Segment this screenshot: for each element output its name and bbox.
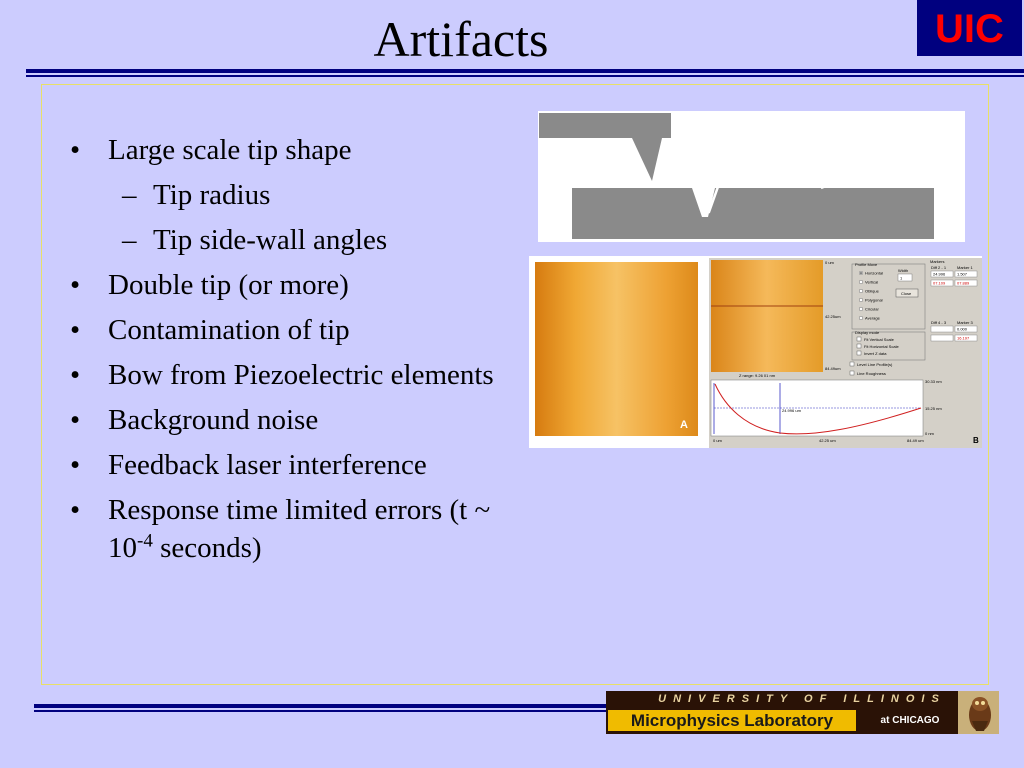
lab-name: Microphysics Laboratory [608, 710, 856, 731]
svg-text:Fit Vertical Scale: Fit Vertical Scale [864, 337, 894, 342]
svg-text:0 nm: 0 nm [925, 431, 934, 436]
panel-b-label: B [973, 436, 979, 445]
sub-bullet-item: – Tip side-wall angles [70, 221, 520, 259]
svg-text:1: 1 [900, 275, 903, 281]
svg-text:Diff 2 - 1: Diff 2 - 1 [931, 265, 947, 270]
exponent: -4 [137, 530, 153, 552]
svg-text:Level Line Profile(s): Level Line Profile(s) [857, 362, 893, 367]
svg-text:Fit Horizontal Scale: Fit Horizontal Scale [864, 344, 899, 349]
svg-text:0.000: 0.000 [957, 326, 968, 332]
svg-text:Z range: 9.26 01 nm: Z range: 9.26 01 nm [739, 373, 776, 378]
svg-text:Marker 3: Marker 3 [957, 320, 973, 325]
svg-text:Invert Z data: Invert Z data [864, 351, 887, 356]
bullet-item: • Feedback laser interference [70, 446, 520, 484]
title-divider-thick [26, 69, 1024, 73]
svg-text:24.996 um: 24.996 um [782, 408, 801, 413]
svg-text:Line Roughness: Line Roughness [857, 371, 886, 376]
probe-tip [632, 138, 662, 181]
svg-text:16.197: 16.197 [957, 335, 970, 341]
svg-text:Display mode: Display mode [855, 330, 880, 335]
sample-surface [572, 188, 934, 239]
bullet-item: • Background noise [70, 401, 520, 439]
svg-text:Close: Close [901, 291, 912, 296]
afm-height-image-a [535, 262, 698, 436]
svg-text:Markers: Markers [930, 259, 945, 264]
svg-text:07.889: 07.889 [957, 280, 970, 286]
svg-text:Horizontal: Horizontal [865, 270, 884, 276]
tip-schematic-figure [538, 111, 965, 242]
owl-icon [958, 691, 999, 734]
uic-logo: UIC [917, 0, 1022, 56]
svg-text:Oblique: Oblique [865, 288, 879, 294]
svg-text:0 um: 0 um [713, 438, 722, 443]
title-divider-thin [26, 75, 1024, 77]
sub-bullet-item: – Tip radius [70, 176, 520, 214]
svg-text:30.33 nm: 30.33 nm [925, 379, 942, 384]
university-name: UNIVERSITY OF ILLINOIS [658, 693, 946, 705]
footer-divider-thin [34, 710, 608, 712]
svg-text:Width: Width [898, 268, 909, 273]
afm-height-image-b [711, 260, 823, 372]
panel-a-label: A [680, 419, 688, 431]
cantilever [539, 113, 671, 138]
slide-title: Artifacts [373, 11, 549, 67]
svg-text:0 um: 0 um [825, 260, 834, 265]
svg-text:15.25 nm: 15.25 nm [925, 406, 942, 411]
footer-divider-thick [34, 704, 608, 708]
bullet-list [70, 124, 520, 567]
afm-software-figure [529, 256, 982, 448]
lab-city: at CHICAGO [880, 715, 940, 726]
svg-text:Circular: Circular [865, 306, 879, 312]
bullet-item: • Contamination of tip [70, 311, 520, 349]
svg-text:Vertical: Vertical [865, 279, 879, 285]
svg-text:84.49um: 84.49um [825, 366, 841, 371]
scan-arrow-icon [821, 174, 839, 188]
svg-text:Diff 4 - 3: Diff 4 - 3 [931, 320, 947, 325]
svg-text:07.109: 07.109 [933, 280, 946, 286]
svg-text:1.507: 1.507 [957, 271, 968, 277]
microphysics-lab-logo [606, 691, 999, 734]
bullet-item: • Large scale tip shape [70, 131, 520, 169]
svg-text:84.49 um: 84.49 um [907, 438, 924, 443]
bullet-item: • Bow from Piezoelectric elements [70, 356, 520, 394]
bullet-item: • Response time limited errors (t ~ $10^{-4}$ seconds) [70, 491, 520, 567]
svg-text:Average: Average [865, 315, 880, 321]
bullet-item: • Double tip (or more) [70, 266, 520, 304]
svg-text:24.996: 24.996 [933, 271, 946, 277]
svg-text:42.25um: 42.25um [825, 314, 841, 319]
svg-text:Marker 1: Marker 1 [957, 265, 973, 270]
svg-text:Polygonal: Polygonal [865, 297, 883, 303]
svg-text:Profile Move: Profile Move [855, 262, 878, 267]
svg-text:42.25 um: 42.25 um [819, 438, 836, 443]
